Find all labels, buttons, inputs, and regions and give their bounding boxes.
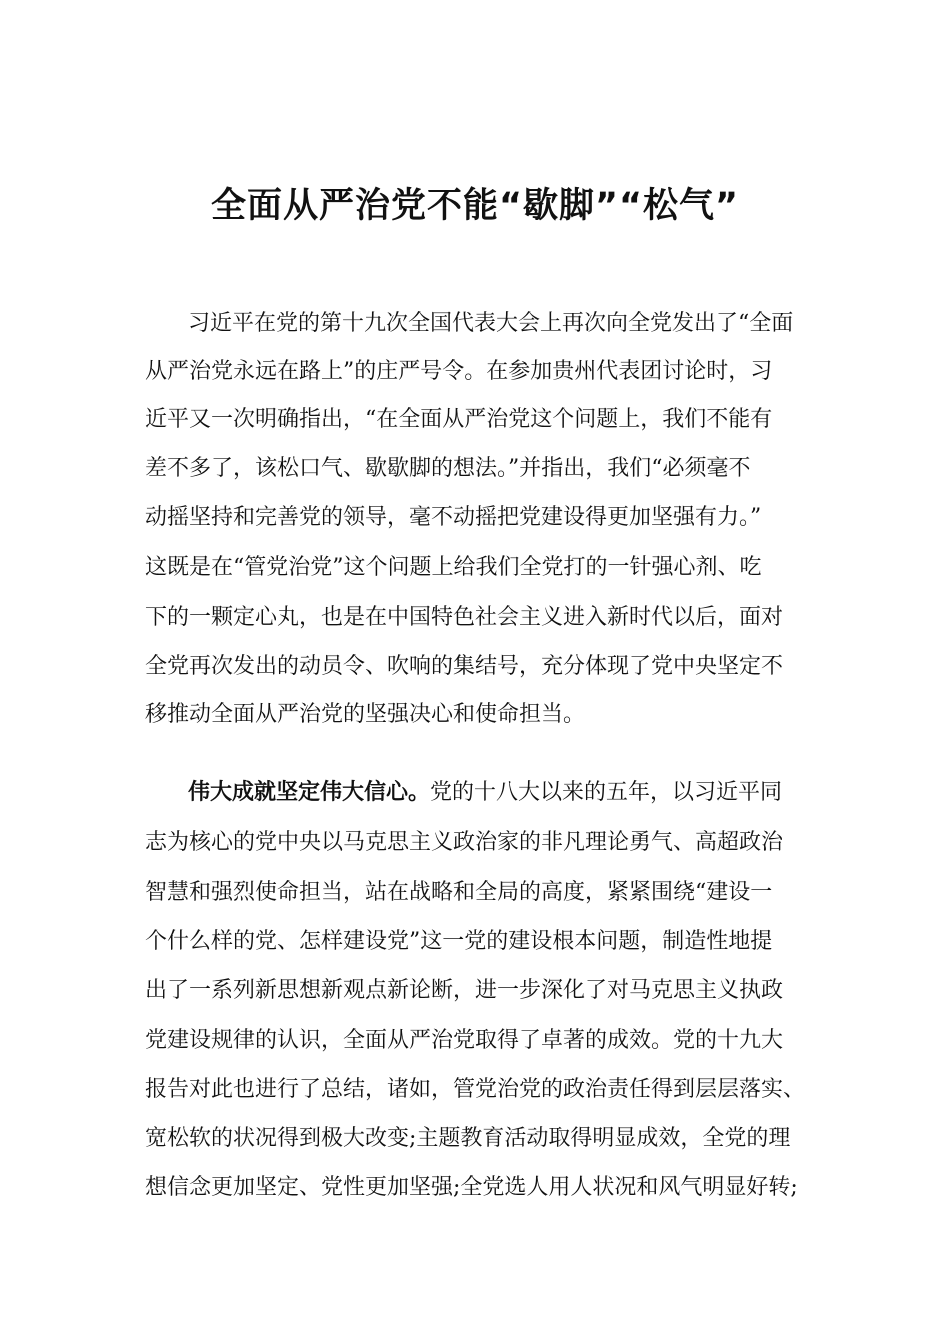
paragraph-2-line: 想信念更加坚定、党性更加坚强;全党选人用人状况和风气明显好转;: [145, 1175, 798, 1200]
document-title: 全面从严治党不能“歇脚”“松气”: [210, 186, 739, 226]
paragraph-2-first-line-rest: 党的十八大以来的五年，以习近平同: [430, 780, 783, 805]
paragraph-1-line: 移推动全面从严治党的坚强决心和使命担当。: [145, 702, 586, 727]
paragraph-1-line: 习近平在党的第十九次全国代表大会上再次向全党发出了“全面: [188, 311, 794, 336]
paragraph-1-line: 下的一颗定心丸，也是在中国特色社会主义进入新时代以后，面对: [145, 605, 784, 630]
paragraph-1-line: 差不多了，该松口气、歇歇脚的想法。”并指出，我们“必须毫不: [145, 456, 751, 481]
paragraph-2-line: 智慧和强烈使命担当，站在战略和全局的高度，紧紧围绕“建设一: [145, 880, 773, 905]
paragraph-2-line: 党建设规律的认识，全面从严治党取得了卓著的成效。党的十九大: [145, 1028, 784, 1053]
paragraph-2-line: 报告对此也进行了总结，诸如，管党治党的政治责任得到层层落实、: [145, 1077, 806, 1102]
paragraph-2-first-line: [188, 778, 818, 808]
paragraph-2-lead: 伟大成就坚定伟大信心。: [188, 780, 431, 805]
paragraph-1-line: 近平又一次明确指出，“在全面从严治党这个问题上，我们不能有: [145, 407, 773, 432]
paragraph-1-line: 从严治党永远在路上”的庄严号令。在参加贵州代表团讨论时，习: [145, 359, 773, 384]
paragraph-2-line: 志为核心的党中央以马克思主义政治家的非凡理论勇气、高超政治: [145, 830, 784, 855]
paragraph-1-line: 动摇坚持和完善党的领导，毫不动摇把党建设得更加坚强有力。”: [145, 505, 762, 530]
paragraph-1-line: 全党再次发出的动员令、吹响的集结号，充分体现了党中央坚定不: [145, 654, 784, 679]
paragraph-2-line: 个什么样的党、怎样建设党”这一党的建设根本问题，制造性地提: [145, 929, 773, 954]
paragraph-2-line: 宽松软的状况得到极大改变;主题教育活动取得明显成效，全党的理: [145, 1126, 791, 1151]
paragraph-1-line: 这既是在“管党治党”这个问题上给我们全党打的一针强心剂、吃: [145, 555, 762, 580]
paragraph-2-line: 出了一系列新思想新观点新论断，进一步深化了对马克思主义执政: [145, 978, 784, 1003]
